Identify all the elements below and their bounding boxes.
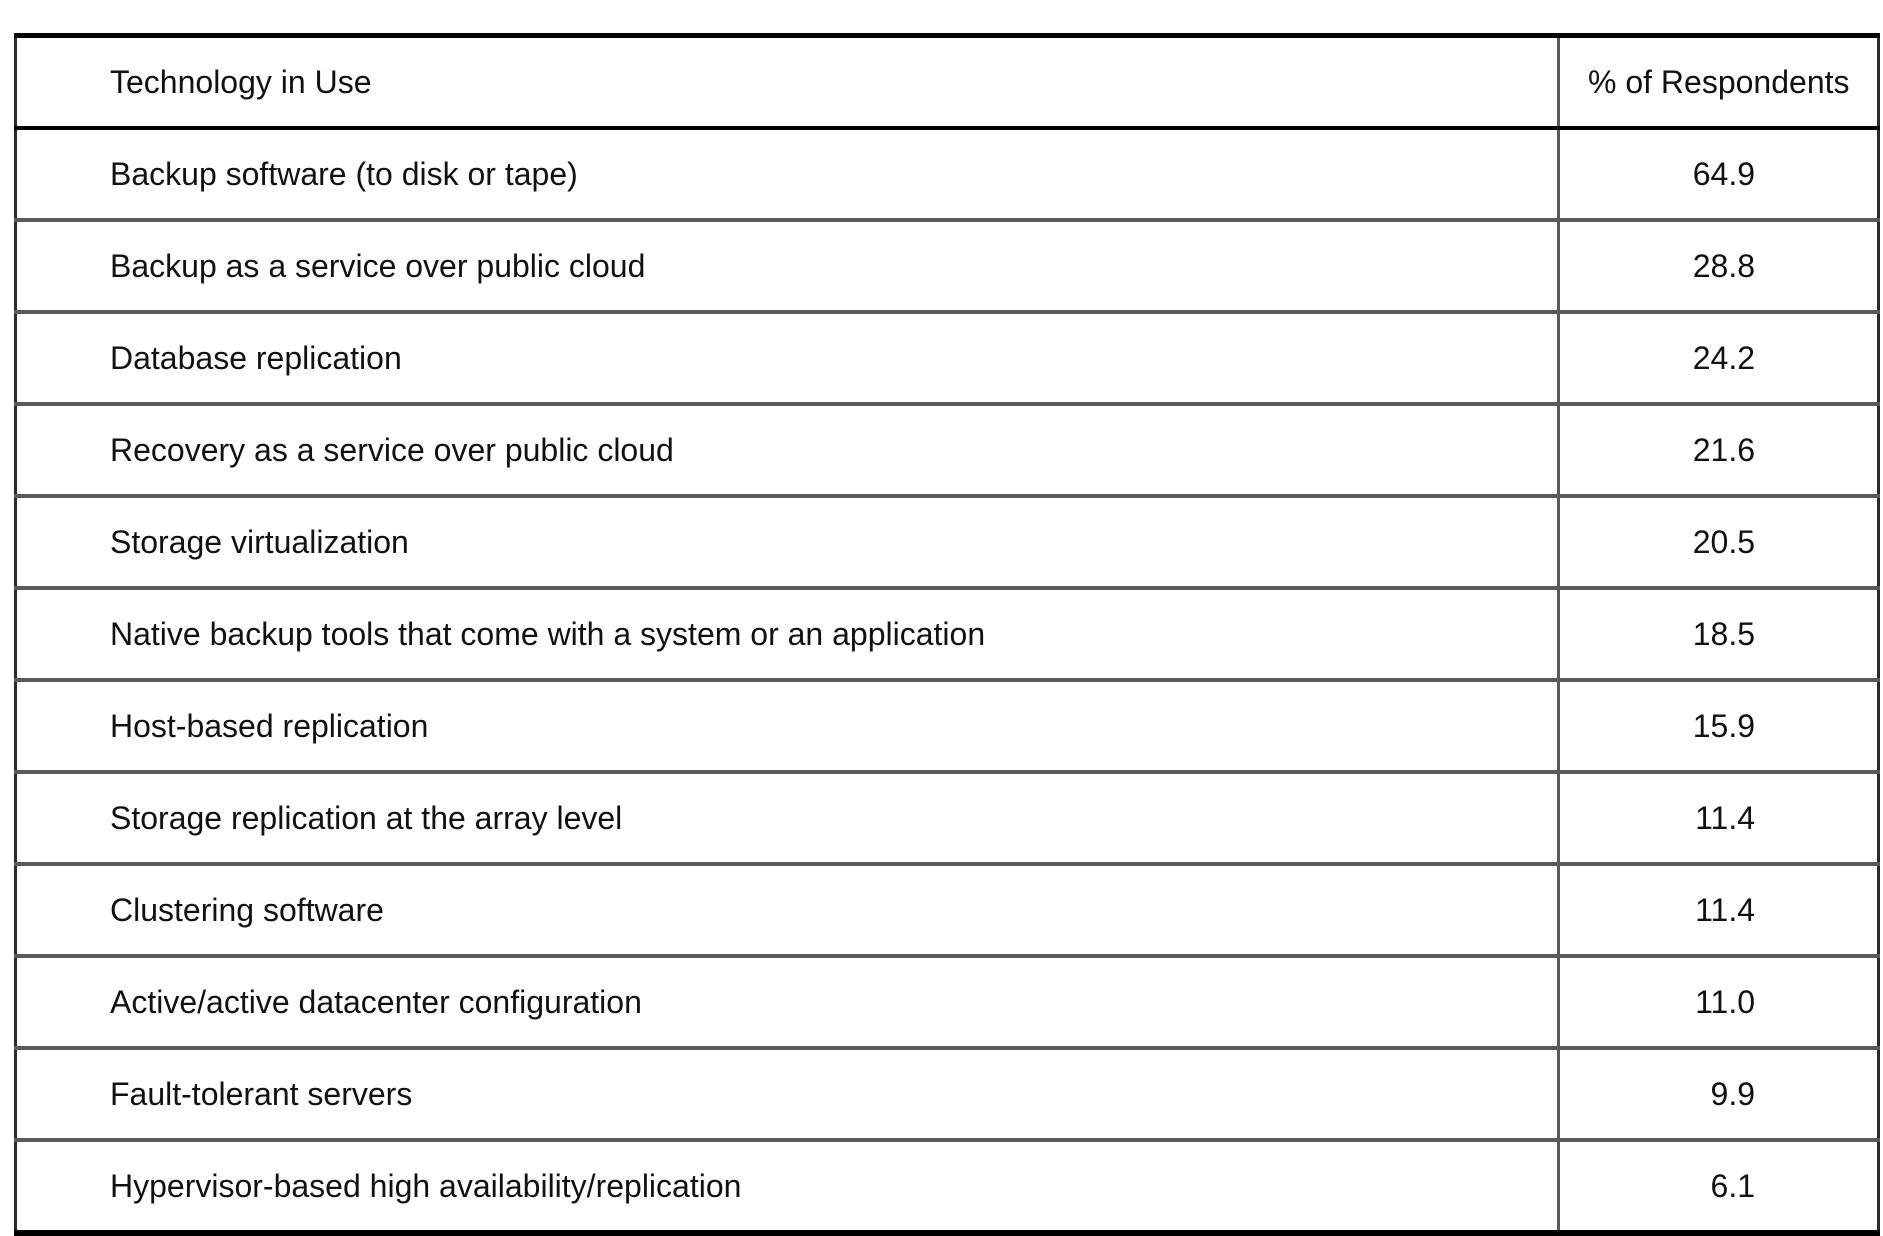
technology-cell: Active/active datacenter configuration (16, 956, 1559, 1048)
technology-cell: Hypervisor-based high availability/replication (16, 1140, 1559, 1233)
table-row (16, 956, 1879, 1048)
technology-cell: Storage replication at the array level (16, 772, 1559, 864)
percent-cell: 64.9 (1559, 128, 1879, 220)
percent-cell: 11.4 (1559, 772, 1879, 864)
percent-cell: 6.1 (1559, 1140, 1879, 1233)
percent-cell: 24.2 (1559, 312, 1879, 404)
percent-cell: 20.5 (1559, 496, 1879, 588)
table-row (16, 588, 1879, 680)
technology-cell: Fault-tolerant servers (16, 1048, 1559, 1140)
header-row (16, 36, 1879, 129)
table-row (16, 1140, 1879, 1233)
table-row (16, 404, 1879, 496)
table-row (16, 496, 1879, 588)
table-row (16, 220, 1879, 312)
table-row (16, 128, 1879, 220)
percent-cell: 15.9 (1559, 680, 1879, 772)
percent-cell: 11.4 (1559, 864, 1879, 956)
column-header-technology: Technology in Use (16, 36, 1559, 129)
technology-cell: Native backup tools that come with a system or an application (16, 588, 1559, 680)
technology-cell: Database replication (16, 312, 1559, 404)
technology-cell: Storage virtualization (16, 496, 1559, 588)
technology-table-container (14, 33, 1877, 1236)
percent-cell: 18.5 (1559, 588, 1879, 680)
column-header-percent: % of Respondents (1559, 36, 1879, 129)
table-header (16, 36, 1879, 129)
table-row (16, 772, 1879, 864)
technology-cell: Backup software (to disk or tape) (16, 128, 1559, 220)
technology-usage-table (14, 33, 1880, 1236)
percent-cell: 21.6 (1559, 404, 1879, 496)
table-row (16, 312, 1879, 404)
table-row (16, 1048, 1879, 1140)
table-row (16, 864, 1879, 956)
technology-cell: Clustering software (16, 864, 1559, 956)
technology-cell: Backup as a service over public cloud (16, 220, 1559, 312)
percent-cell: 11.0 (1559, 956, 1879, 1048)
table-body (16, 128, 1879, 1233)
technology-cell: Host-based replication (16, 680, 1559, 772)
percent-cell: 9.9 (1559, 1048, 1879, 1140)
percent-cell: 28.8 (1559, 220, 1879, 312)
technology-cell: Recovery as a service over public cloud (16, 404, 1559, 496)
table-row (16, 680, 1879, 772)
